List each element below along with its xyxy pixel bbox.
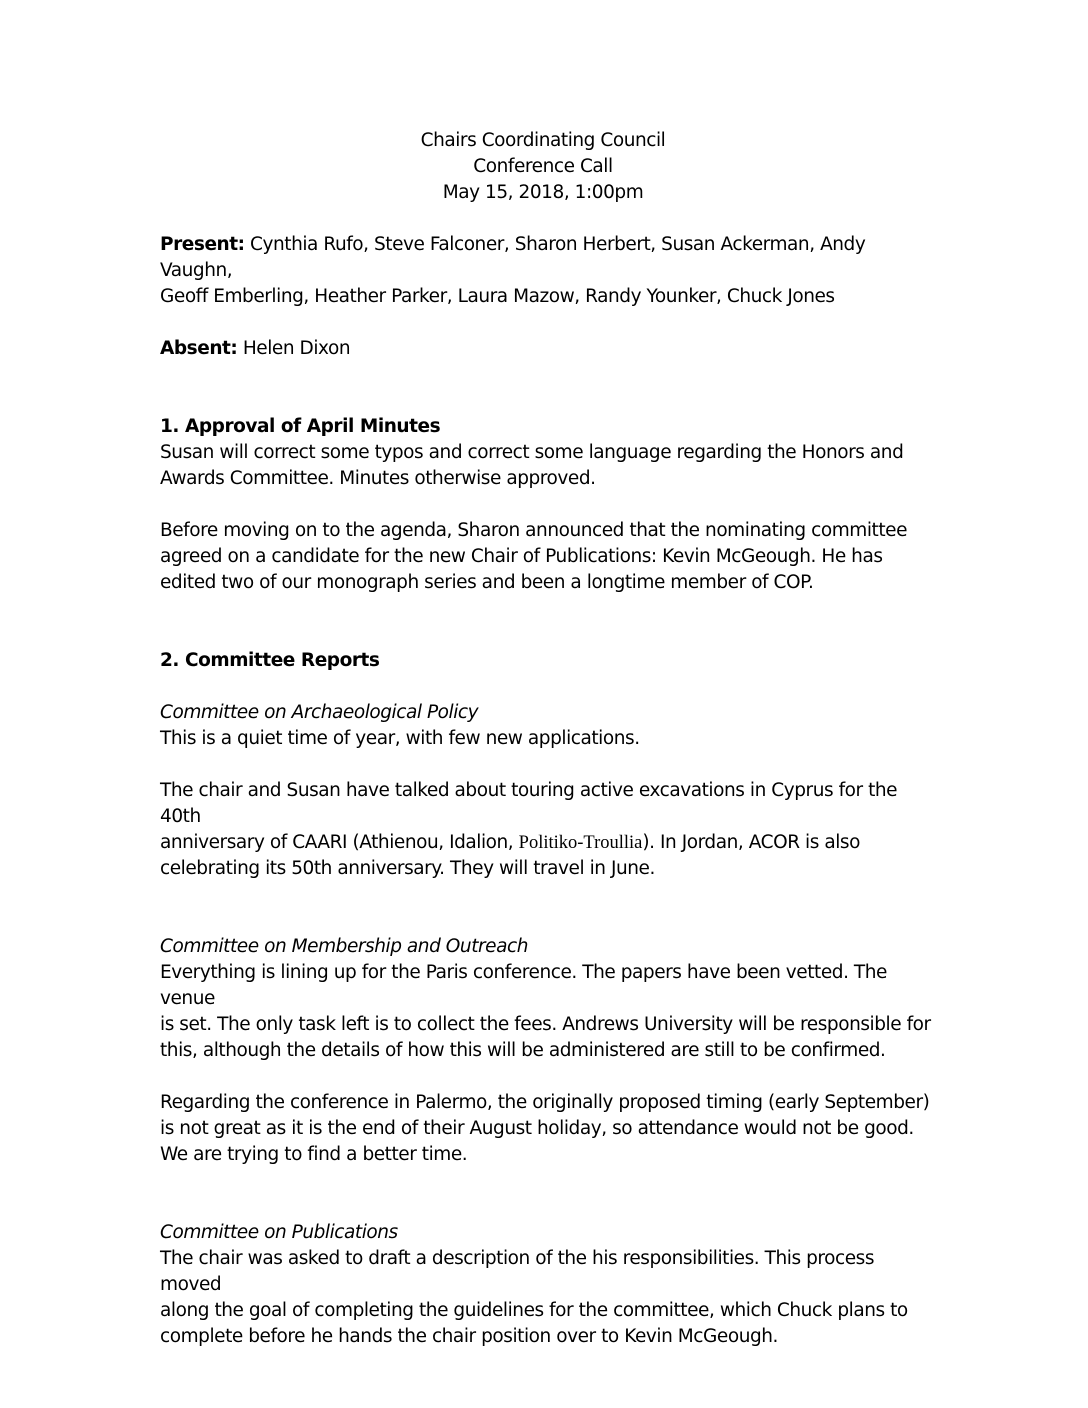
header-title: Chairs Coordinating Council xyxy=(420,130,666,151)
absent-label: Absent: xyxy=(160,338,238,359)
text-line: Regarding the conference in Palermo, the originally proposed timing (early September) xyxy=(160,1092,930,1113)
section-2-heading: 2. Committee Reports xyxy=(160,650,380,671)
present-paragraph xyxy=(160,232,940,310)
text-line: this, although the details of how this will be administered are still to be confirmed. xyxy=(160,1040,886,1061)
absent-paragraph xyxy=(160,336,940,362)
cap-paragraph-1: This is a quiet time of year, with few new applications. xyxy=(160,728,640,749)
text-span: anniversary of CAARI (Athienou, Idalion, xyxy=(160,832,519,853)
text-line: along the goal of completing the guidelines for the committee, which Chuck plans to xyxy=(160,1300,908,1321)
cap-paragraph-2 xyxy=(160,778,940,882)
text-line: Everything is lining up for the Paris conference. The papers have been vetted. The venue xyxy=(160,962,887,1009)
text-line: Awards Committee. Minutes otherwise approved. xyxy=(160,468,596,489)
cop-paragraph-1 xyxy=(160,1246,940,1350)
cmo-paragraph-1 xyxy=(160,960,940,1064)
document-body xyxy=(160,128,940,1350)
text-line: complete before he hands the chair position over to Kevin McGeough. xyxy=(160,1326,778,1347)
text-line: agreed on a candidate for the new Chair of Publications: Kevin McGeough. He has xyxy=(160,546,883,567)
cap-subheading: Committee on Archaeological Policy xyxy=(160,702,479,723)
present-names-1: Cynthia Rufo, Steve Falconer, Sharon Herbert, Susan Ackerman, Andy Vaughn, xyxy=(160,234,866,281)
text-line: celebrating its 50th anniversary. They will travel in June. xyxy=(160,858,655,879)
site-name: Politiko-Troullia xyxy=(518,833,643,853)
cop-subheading: Committee on Publications xyxy=(160,1222,398,1243)
header-date: May 15, 2018, 1:00pm xyxy=(442,182,644,203)
cmo-subheading: Committee on Membership and Outreach xyxy=(160,936,528,957)
text-line: Susan will correct some typos and correct some language regarding the Honors and xyxy=(160,442,904,463)
text-line: The chair and Susan have talked about touring active excavations in Cyprus for the 40th xyxy=(160,780,898,827)
cmo-paragraph-2 xyxy=(160,1090,940,1168)
text-line: is set. The only task left is to collect the fees. Andrews University will be responsible for xyxy=(160,1014,931,1035)
text-line: The chair was asked to draft a description of the his responsibilities. This process moved xyxy=(160,1248,875,1295)
present-line-2: Geoff Emberling, Heather Parker, Laura Mazow, Randy Younker, Chuck Jones xyxy=(160,286,835,307)
text-span: ). In Jordan, ACOR is also xyxy=(642,832,860,853)
text-line: edited two of our monograph series and been a longtime member of COP. xyxy=(160,572,814,593)
text-line: is not great as it is the end of their August holiday, so attendance would not be good. xyxy=(160,1118,914,1139)
text-line xyxy=(160,830,940,856)
absent-names: Helen Dixon xyxy=(237,338,351,359)
section-1-heading: 1. Approval of April Minutes xyxy=(160,416,441,437)
present-line-1 xyxy=(160,232,940,284)
document-header xyxy=(0,128,1088,206)
section-1-paragraph-2 xyxy=(160,518,940,596)
section-1-paragraph-1 xyxy=(160,440,940,492)
text-line: We are trying to find a better time. xyxy=(160,1144,468,1165)
text-line: Before moving on to the agenda, Sharon announced that the nominating committee xyxy=(160,520,907,541)
present-label: Present: xyxy=(160,234,245,255)
header-subtitle: Conference Call xyxy=(473,156,613,177)
